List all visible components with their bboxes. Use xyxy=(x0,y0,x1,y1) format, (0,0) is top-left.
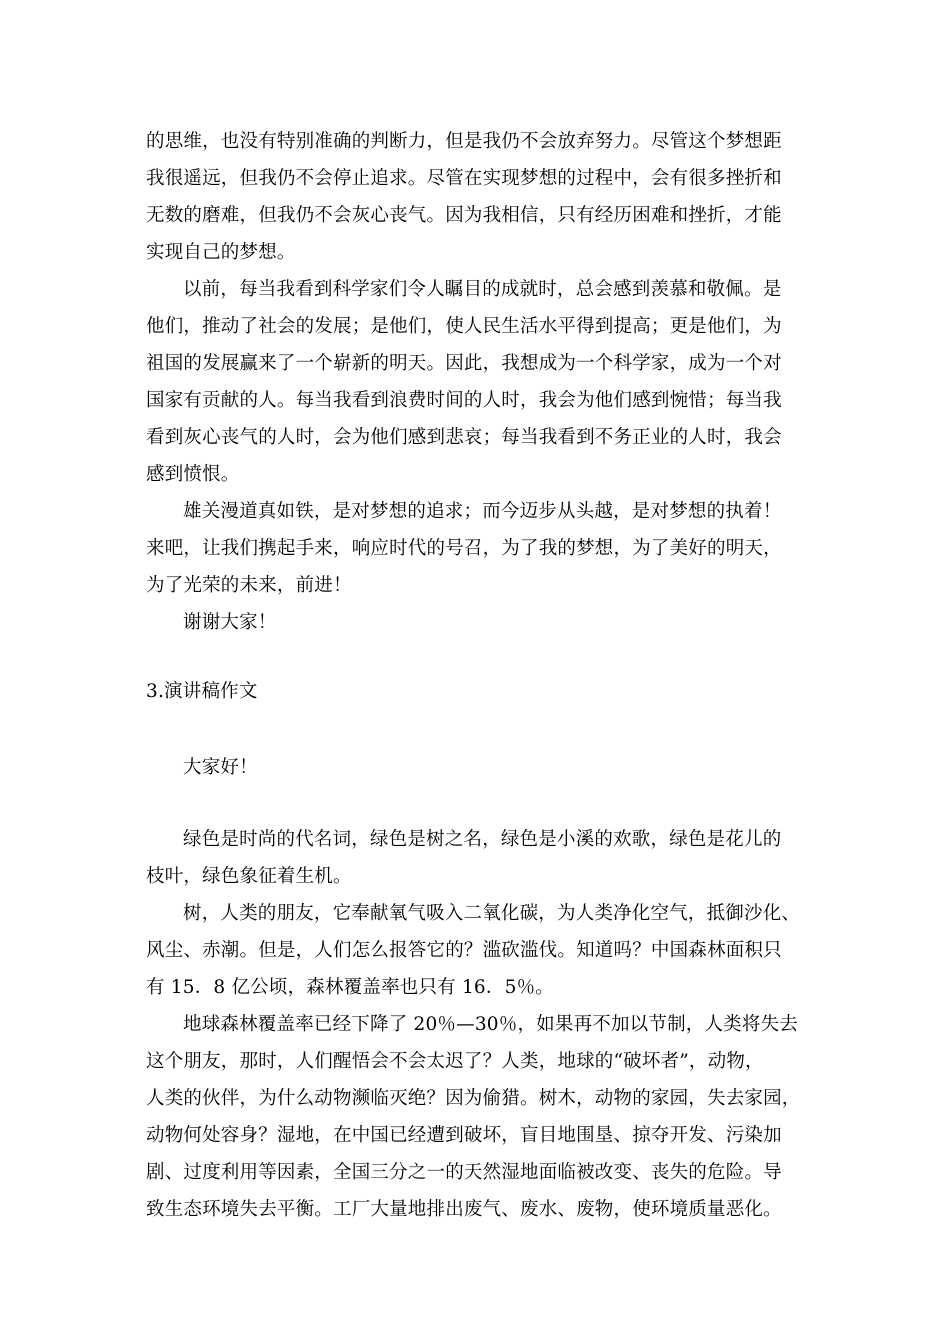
section-heading: 3.演讲稿作文 xyxy=(146,681,258,702)
text-line: 国家有贡献的人。每当我看到浪费时间的人时，我会为他们感到惋惜；每当我 xyxy=(146,390,782,411)
text-line: 树，人类的朋友，它奉献氧气吸入二氧化碳，为人类净化空气，抵御沙化、 xyxy=(183,903,801,924)
text-line: 实现自己的梦想。 xyxy=(146,242,296,263)
text-line: 谢谢大家！ xyxy=(183,612,277,633)
text-line: 的思维，也没有特别准确的判断力，但是我仍不会放弃努力。尽管这个梦想距 xyxy=(146,131,782,152)
greeting: 大家好！ xyxy=(183,757,258,778)
text-line: 这个朋友，那时，人们醒悟会不会太迟了？人类，地球的“破坏者”，动物， xyxy=(146,1051,764,1072)
text-line: 致生态环境失去平衡。工厂大量地排出废气、废水、废物，使环境质量恶化。 xyxy=(146,1199,782,1220)
text-line: 来吧，让我们携起手来，响应时代的号召，为了我的梦想，为了美好的明天， xyxy=(146,538,782,559)
text-line: 感到愤恨。 xyxy=(146,464,240,485)
text-line: 剧、过度利用等因素，全国三分之一的天然湿地面临被改变、丧失的危险。导 xyxy=(146,1162,782,1183)
text-line: 枝叶，绿色象征着生机。 xyxy=(146,866,352,887)
text-line: 雄关漫道真如铁，是对梦想的追求；而今迈步从头越，是对梦想的执着！ xyxy=(183,501,782,522)
text-line: 风尘、赤潮。但是，人们怎么报答它的？滥砍滥伐。知道吗？中国森林面积只 xyxy=(146,940,782,961)
text-line: 祖国的发展赢来了一个崭新的明天。因此，我想成为一个科学家，成为一个对 xyxy=(146,353,782,374)
text-line: 人类的伙伴，为什么动物濒临灭绝？因为偷猎。树木，动物的家园，失去家园， xyxy=(146,1088,801,1109)
text-line: 有 15．8 亿公顷，森林覆盖率也只有 16．5％。 xyxy=(146,977,554,998)
text-line: 以前，每当我看到科学家们令人瞩目的成就时，总会感到羡慕和敬佩。是 xyxy=(183,279,782,300)
text-line: 绿色是时尚的代名词，绿色是树之名，绿色是小溪的欢歌，绿色是花儿的 xyxy=(183,829,782,850)
text-line: 无数的磨难，但我仍不会灰心丧气。因为我相信，只有经历困难和挫折，才能 xyxy=(146,205,782,226)
text-line: 我很遥远，但我仍不会停止追求。尽管在实现梦想的过程中，会有很多挫折和 xyxy=(146,168,782,189)
text-line: 动物何处容身？湿地，在中国已经遭到破坏，盲目地围垦、掠夺开发、污染加 xyxy=(146,1125,782,1146)
text-line: 看到灰心丧气的人时，会为他们感到悲哀；每当我看到不务正业的人时，我会 xyxy=(146,427,782,448)
text-line: 他们，推动了社会的发展；是他们，使人民生活水平得到提高；更是他们，为 xyxy=(146,316,782,337)
text-line: 地球森林覆盖率已经下降了 20％—30％，如果再不加以节制，人类将失去 xyxy=(183,1014,798,1035)
text-line: 为了光荣的未来，前进！ xyxy=(146,575,352,596)
